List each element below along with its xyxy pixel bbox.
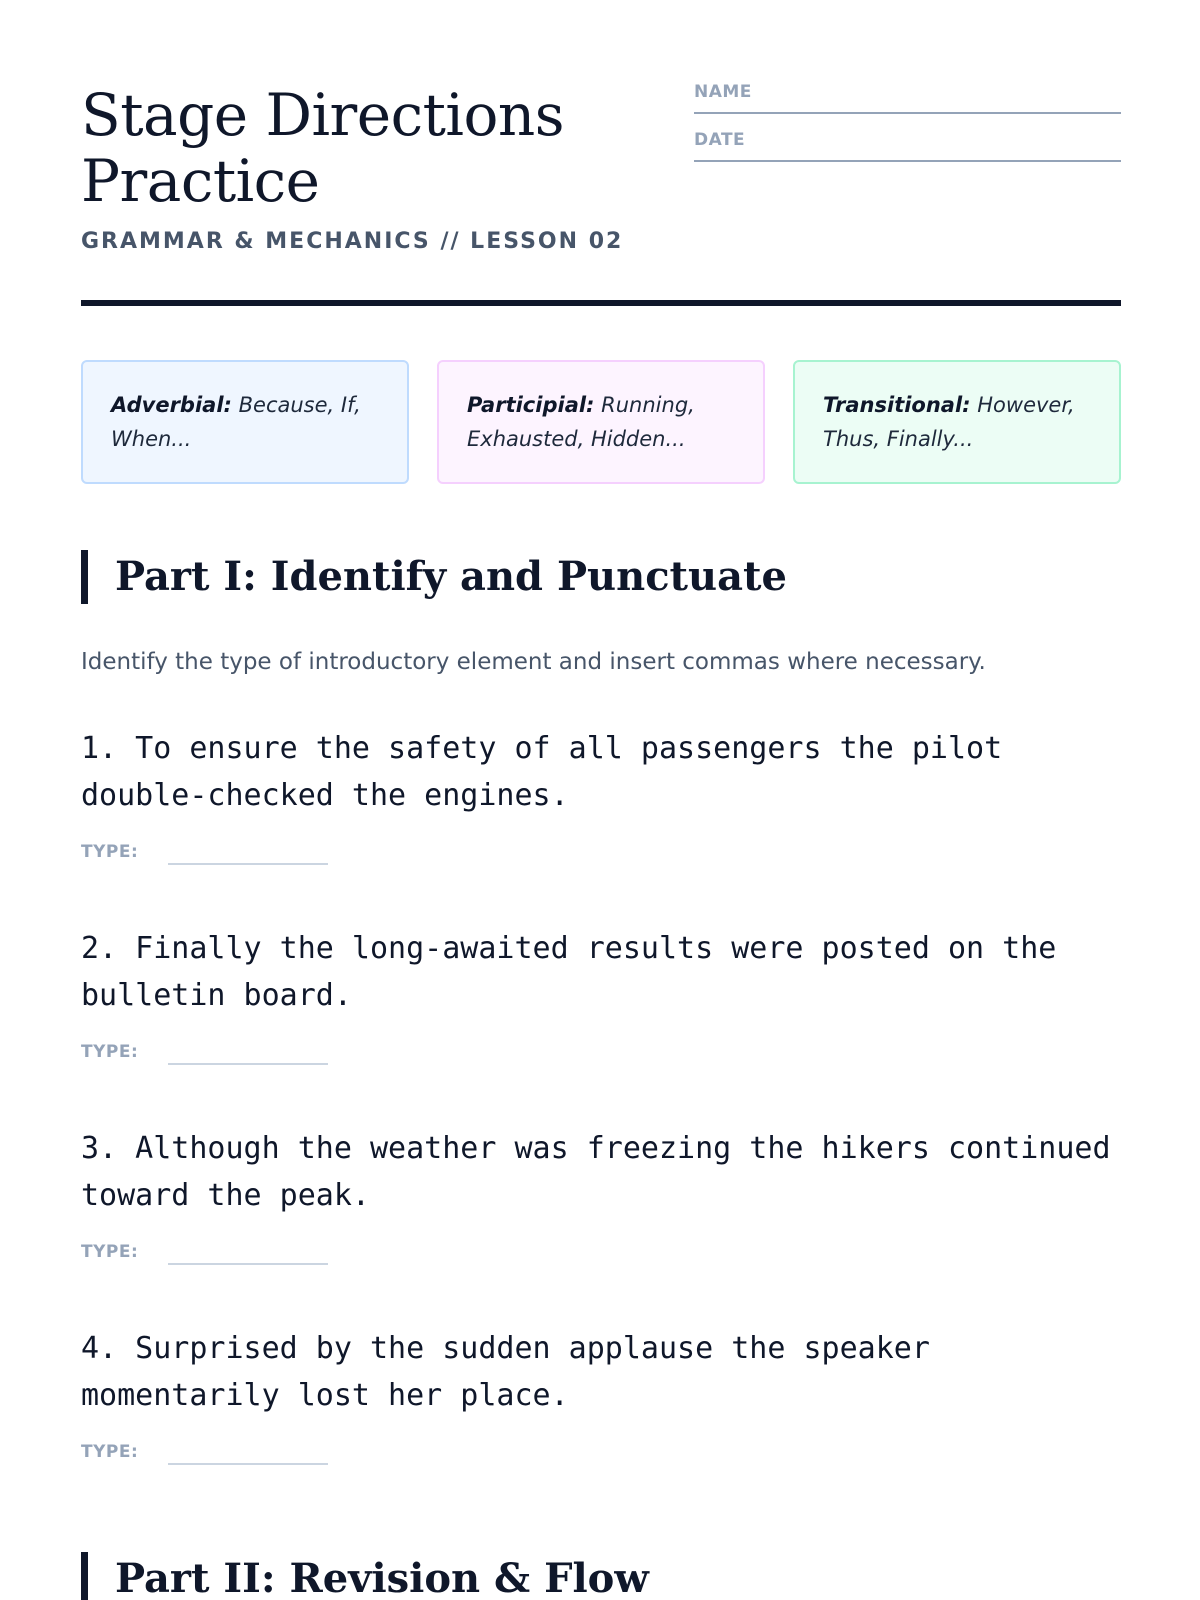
card-transitional (793, 360, 1121, 484)
type-answer-field[interactable] (168, 1463, 328, 1465)
type-label: TYPE: (81, 842, 139, 862)
type-answer-field[interactable] (168, 1263, 328, 1265)
name-label: NAME (694, 82, 752, 102)
section-title-part-2: Part II: Revision & Flow (81, 1552, 649, 1600)
type-label: TYPE: (81, 1442, 139, 1462)
card-examples: Because, If, When... (111, 393, 361, 451)
question-text: 1. To ensure the safety of all passengers the pilot double-checked the engines. (81, 731, 1003, 813)
type-answer-field[interactable] (168, 1063, 328, 1065)
page-title (81, 82, 681, 214)
header-divider (81, 300, 1121, 306)
title-line-1: Stage Directions (81, 81, 564, 149)
type-label: TYPE: (81, 1242, 139, 1262)
question-text: 4. Surprised by the sudden applause the speaker momentarily lost her place. (81, 1331, 930, 1413)
question-item (81, 925, 1121, 1115)
question-item (81, 1125, 1121, 1315)
worksheet-page (81, 0, 1121, 1600)
worksheet-header (81, 0, 1121, 310)
question-text: 2. Finally the long-awaited results were posted on the bulletin board. (81, 931, 1057, 1013)
lesson-subtitle: GRAMMAR & MECHANICS // LESSON 02 (81, 229, 624, 254)
type-answer-field[interactable] (168, 863, 328, 865)
name-field[interactable] (694, 80, 1121, 114)
card-participial (437, 360, 765, 484)
card-term: Adverbial: (111, 393, 232, 417)
card-adverbial (81, 360, 409, 484)
part-1-instructions: Identify the type of introductory element and insert commas where necessary. (81, 649, 986, 675)
element-type-cards (81, 360, 1121, 484)
type-label: TYPE: (81, 1042, 139, 1062)
date-label: DATE (694, 130, 746, 150)
card-term: Participial: (467, 393, 595, 417)
card-term: Transitional: (823, 393, 971, 417)
section-title-part-1: Part I: Identify and Punctuate (81, 550, 787, 604)
question-text: 3. Although the weather was freezing the hikers continued toward the peak. (81, 1131, 1111, 1213)
card-examples: Running, Exhausted, Hidden... (467, 393, 695, 451)
question-item (81, 725, 1121, 915)
title-line-2: Practice (81, 147, 320, 215)
card-examples: However, Thus, Finally... (823, 393, 1075, 451)
question-item (81, 1325, 1121, 1515)
date-field[interactable] (694, 128, 1121, 162)
